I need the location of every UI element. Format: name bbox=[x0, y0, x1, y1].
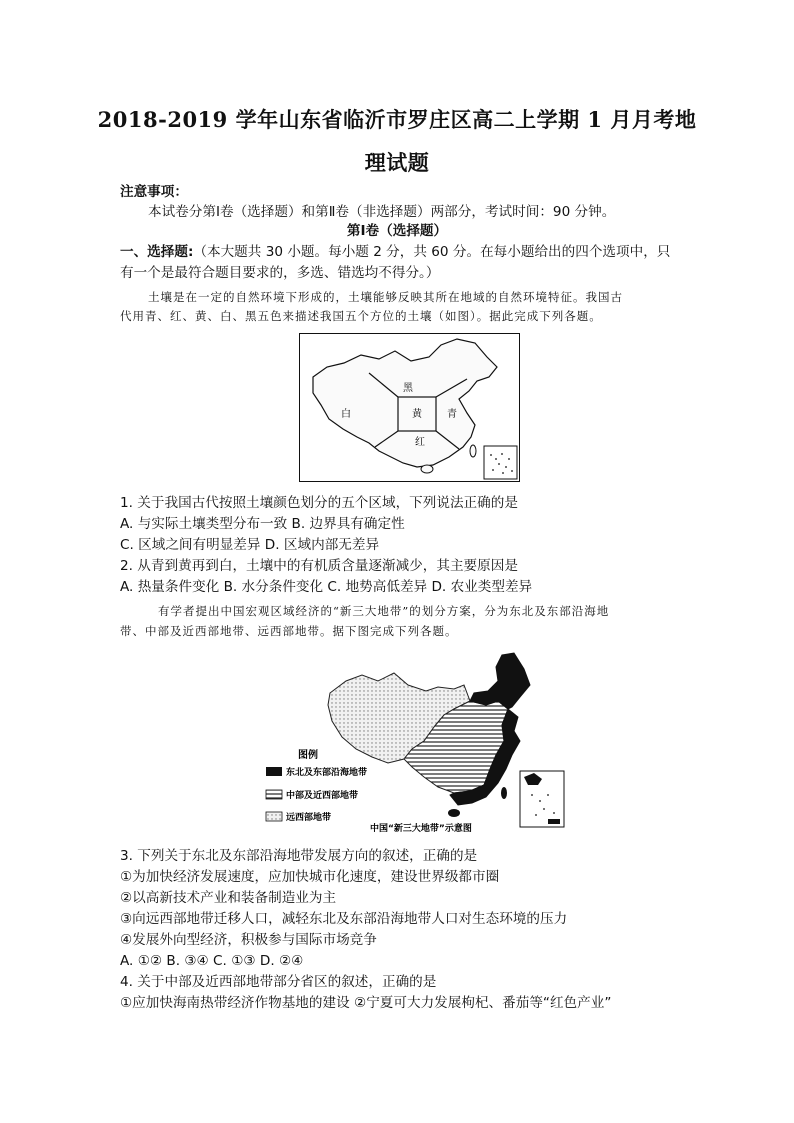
soil-color-map bbox=[299, 333, 520, 482]
document-title-line-2: 理试题 bbox=[364, 150, 430, 175]
map1-label-east: 青 bbox=[447, 409, 457, 420]
legend-swatch-central bbox=[266, 790, 282, 799]
intro2-line-b: 带、中部及近西部地带、远西部地带。据下图完成下列各题。 bbox=[120, 624, 458, 638]
q3-item-3: ③向远西部地带迁移人口，减轻东北及东部沿海地带人口对生态环境的压力 bbox=[120, 911, 568, 927]
q3-stem: 3. 下列关于东北及东部沿海地带发展方向的叙述，正确的是 bbox=[120, 848, 478, 864]
map1-label-west: 白 bbox=[341, 409, 351, 420]
part1-heading: 第Ⅰ卷（选择题） bbox=[346, 223, 448, 239]
q4-stem: 4. 关于中部及近西部地带部分省区的叙述，正确的是 bbox=[120, 974, 437, 990]
section1-text-a: （本大题共 30 小题。每小题 2 分，共 60 分。在每小题给出的四个选项中，只 bbox=[193, 244, 671, 260]
q2-options: A. 热量条件变化 B. 水分条件变化 C. 地势高低差异 D. 农业类型差异 bbox=[120, 579, 533, 595]
map1-label-south: 红 bbox=[415, 437, 425, 448]
section1-text-b: 有一个是最符合题目要求的，多选、错选均不得分。） bbox=[120, 265, 440, 281]
document-title-line-1: 2018-2019 学年山东省临沂市罗庄区高二上学期 1 月月考地 bbox=[97, 107, 697, 132]
legend-swatch-coastal bbox=[266, 767, 282, 776]
notice-text: 本试卷分第Ⅰ卷（选择题）和第Ⅱ卷（非选择题）两部分，考试时间：90 分钟。 bbox=[148, 204, 616, 220]
notice-heading: 注意事项： bbox=[120, 184, 188, 200]
q3-item-4: ④发展外向型经济，积极参与国际市场竞争 bbox=[120, 932, 377, 948]
q1-options-a: A. 与实际土壤类型分布一致 B. 边界具有确定性 bbox=[120, 516, 405, 532]
legend-swatch-west bbox=[266, 812, 282, 821]
q2-stem: 2. 从青到黄再到白，土壤中的有机质含量逐渐减少，其主要原因是 bbox=[120, 558, 518, 574]
intro2-line-a: 有学者提出中国宏观区域经济的“新三大地带”的划分方案，分为东北及东部沿海地 bbox=[158, 604, 610, 618]
intro1-line-a: 土壤是在一定的自然环境下形成的，土壤能够反映其所在地域的自然环境特征。我国古 bbox=[148, 290, 623, 304]
map1-label-center: 黄 bbox=[412, 409, 422, 420]
map2-legend-title: 图例 bbox=[298, 750, 318, 761]
q1-stem: 1. 关于我国古代按照土壤颜色划分的五个区域，下列说法正确的是 bbox=[120, 495, 518, 511]
q4-items: ①应加快海南热带经济作物基地的建设 ②宁夏可大力发展枸杞、番茄等“红色产业” bbox=[120, 995, 612, 1011]
legend-item-west: 远西部地带 bbox=[286, 813, 332, 823]
legend-item-coastal: 东北及东部沿海地带 bbox=[286, 768, 368, 778]
intro1-line-b: 代用青、红、黄、白、黑五色来描述我国五个方位的土壤（如图）。据此完成下列各题。 bbox=[120, 309, 602, 323]
q3-item-1: ①为加快经济发展速度，应加快城市化速度，建设世界级都市圈 bbox=[120, 869, 500, 885]
map2-caption: 中国“新三大地带”示意图 bbox=[370, 824, 472, 834]
section1-heading bbox=[120, 242, 670, 262]
q1-options-b: C. 区域之间有明显差异 D. 区域内部无差异 bbox=[120, 537, 380, 553]
q3-item-2: ②以高新技术产业和装备制造业为主 bbox=[120, 890, 337, 906]
q3-options: A. ①② B. ③④ C. ①③ D. ②④ bbox=[120, 953, 304, 969]
legend-item-central: 中部及近西部地带 bbox=[286, 791, 359, 801]
map1-label-north: 黑 bbox=[403, 383, 413, 394]
economic-zones-map bbox=[258, 645, 578, 837]
section1-label: 一、选择题: bbox=[120, 244, 194, 260]
